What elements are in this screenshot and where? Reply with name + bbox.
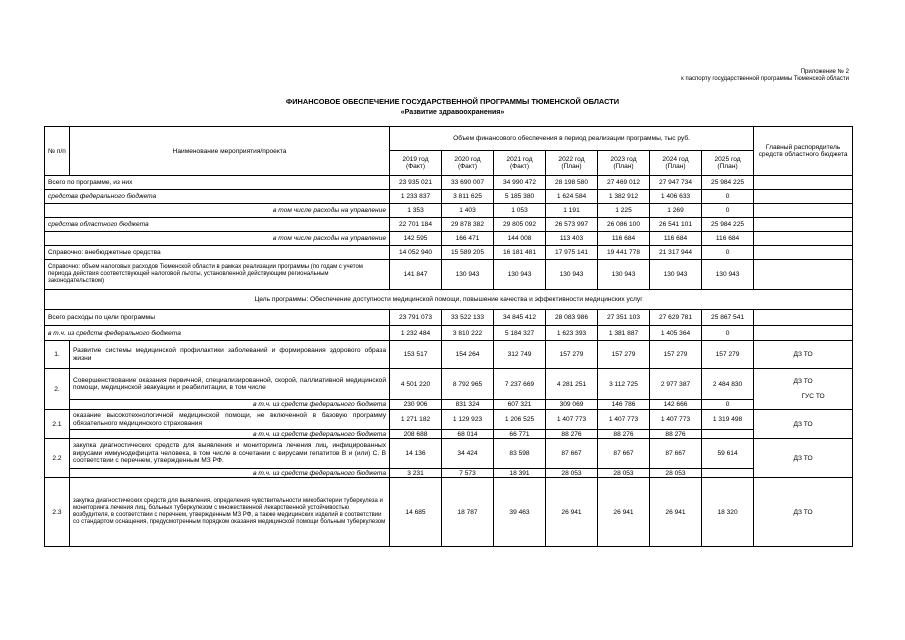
summary-label: средства федерального бюджета: [45, 190, 390, 204]
item-row: [45, 341, 853, 369]
value-cell: 2 484 830: [702, 369, 754, 400]
value-cell: 16 181 481: [494, 246, 546, 260]
item-name: закупка диагностических средств для выявления и мониторинга лечения лиц, инфицированных вирусами иммунодефицита человека, в том числе в сочетании с вирусами гепатитов В и (или) С. В соответствии с перечнем, утвержденным МЗ РФ.: [70, 439, 390, 469]
value-cell: 14 685: [390, 478, 442, 547]
manager-cell: [754, 260, 853, 290]
value-cell: 154 264: [442, 341, 494, 369]
value-cell: 19 441 778: [598, 246, 650, 260]
value-cell: 309 069: [546, 400, 598, 410]
value-cell: 142 595: [390, 232, 442, 246]
value-cell: 18 787: [442, 478, 494, 547]
manager-cell: [754, 326, 853, 341]
value-cell: 29 878 382: [442, 218, 494, 232]
value-cell: 0: [702, 246, 754, 260]
value-cell: 157 279: [650, 341, 702, 369]
year-header: 2020 год (Факт): [442, 151, 494, 176]
value-cell: 4 501 220: [390, 369, 442, 400]
manager-cell: [754, 204, 853, 218]
manager-cell: [754, 369, 853, 410]
value-cell: 0: [702, 204, 754, 218]
value-cell: 3 231: [390, 469, 442, 478]
value-cell: 8 792 965: [442, 369, 494, 400]
summary-label: Справочно: внебюджетные средства: [45, 246, 390, 260]
value-cell: 1 129 923: [442, 410, 494, 430]
item-row: [45, 478, 853, 547]
value-cell: 153 517: [390, 341, 442, 369]
value-cell: 146 786: [598, 400, 650, 410]
value-cell: 26 941: [546, 478, 598, 547]
manager-code: ДЗ ТО: [793, 508, 813, 516]
value-cell: 312 749: [494, 341, 546, 369]
manager-cell: [754, 478, 853, 547]
financing-table: [44, 126, 853, 547]
item-number: 2.3: [45, 478, 70, 547]
value-cell: 22 701 184: [390, 218, 442, 232]
value-cell: 1 624 584: [546, 190, 598, 204]
value-cell: 1 405 364: [650, 326, 702, 341]
manager-cell: [754, 232, 853, 246]
value-cell: 33 522 133: [442, 310, 494, 326]
value-cell: 157 279: [702, 341, 754, 369]
value-cell: 1 403: [442, 204, 494, 218]
summary-row: [45, 176, 853, 190]
value-cell: 14 136: [390, 439, 442, 469]
value-cell: 1 206 525: [494, 410, 546, 430]
value-cell: 130 943: [494, 260, 546, 290]
item-federal-row: [45, 400, 853, 410]
value-cell: 27 947 734: [650, 176, 702, 190]
value-cell: 26 941: [598, 478, 650, 547]
summary-label: Всего по программе, из них: [45, 176, 390, 190]
summary-row: [45, 246, 853, 260]
summary-row: [45, 190, 853, 204]
goal-row: Цель программы: Обеспечение доступности медицинской помощи, повышение качества и эффективности медицинских услуг: [45, 290, 853, 310]
value-cell: 1 225: [598, 204, 650, 218]
value-cell: 87 667: [598, 439, 650, 469]
manager-code: ДЗ ТО: [793, 420, 813, 428]
appendix-note: [681, 69, 849, 83]
manager-cell: [754, 310, 853, 326]
value-cell: 26 086 100: [598, 218, 650, 232]
item-name: закупка диагностических средств для выявления, определения чувствительности микобактерии туберкулеза и мониторинга лечения лиц, больных туберкулезом с множественной лекарственной устойчивостью возбудителя, в соответствии с перечнем, утвержденным МЗ РФ, а также медицинских изделий в соответствии со стандартом оснащения, предусмотренным порядком оказания медицинской помощи больным туберкулезом: [70, 478, 390, 547]
value-cell: 0: [702, 326, 754, 341]
document-title: ФИНАНСОВОЕ ОБЕСПЕЧЕНИЕ ГОСУДАРСТВЕННОЙ ПРОГРАММЫ ТЮМЕНСКОЙ ОБЛАСТИ: [285, 97, 620, 106]
value-cell: 1 381 887: [598, 326, 650, 341]
value-cell: 1 191: [546, 204, 598, 218]
value-cell: [702, 469, 754, 478]
value-cell: 5 185 380: [494, 190, 546, 204]
manager-cell: [754, 176, 853, 190]
value-cell: 1 623 393: [546, 326, 598, 341]
value-cell: 4 281 251: [546, 369, 598, 400]
value-cell: 116 684: [598, 232, 650, 246]
value-cell: 14 052 940: [390, 246, 442, 260]
value-cell: 7 573: [442, 469, 494, 478]
item-federal-row: [45, 469, 853, 478]
value-cell: 87 667: [650, 439, 702, 469]
value-cell: 21 317 944: [650, 246, 702, 260]
value-cell: 23 935 021: [390, 176, 442, 190]
value-cell: 0: [702, 400, 754, 410]
value-cell: 34 845 412: [494, 310, 546, 326]
value-cell: 157 279: [546, 341, 598, 369]
manager-cell: [754, 341, 853, 369]
value-cell: 27 469 012: [598, 176, 650, 190]
value-cell: 88 276: [546, 430, 598, 439]
federal-label: в т.ч. из средств федерального бюджета: [70, 400, 390, 410]
value-cell: 1 353: [390, 204, 442, 218]
item-name: оказание высокотехнологичной медицинской помощи, не включенной в базовую программу обязательного медицинского страхования: [70, 410, 390, 430]
value-cell: 26 541 101: [650, 218, 702, 232]
value-cell: 1 319 498: [702, 410, 754, 430]
item-row: [45, 369, 853, 400]
value-cell: 28 198 580: [546, 176, 598, 190]
manager-code: ДЗ ТО: [793, 454, 813, 462]
value-cell: [702, 430, 754, 439]
value-cell: 27 629 781: [650, 310, 702, 326]
summary-row: [45, 232, 853, 246]
year-header: 2023 год (План): [598, 151, 650, 176]
summary-label: средства областного бюджета: [45, 218, 390, 232]
value-cell: 130 943: [702, 260, 754, 290]
manager-code: ДЗ ТО: [793, 351, 813, 358]
value-cell: 25 984 225: [702, 218, 754, 232]
value-cell: 26 573 997: [546, 218, 598, 232]
value-cell: 27 351 103: [598, 310, 650, 326]
value-cell: 5 184 327: [494, 326, 546, 341]
value-cell: 3 810 222: [442, 326, 494, 341]
value-cell: 831 324: [442, 400, 494, 410]
item-federal-row: [45, 430, 853, 439]
value-cell: 28 053: [546, 469, 598, 478]
value-cell: 1 407 773: [650, 410, 702, 430]
value-cell: 607 321: [494, 400, 546, 410]
value-cell: 88 276: [598, 430, 650, 439]
value-cell: 1 406 633: [650, 190, 702, 204]
year-header: 2021 год (Факт): [494, 151, 546, 176]
value-cell: 29 805 092: [494, 218, 546, 232]
value-cell: 1 269: [650, 204, 702, 218]
item-number: 2.2: [45, 439, 70, 478]
goal-label: Всего расходы по цели программы: [45, 310, 390, 326]
value-cell: 113 403: [546, 232, 598, 246]
value-cell: 33 690 007: [442, 176, 494, 190]
value-cell: 230 906: [390, 400, 442, 410]
value-cell: 157 279: [598, 341, 650, 369]
value-cell: 3 811 625: [442, 190, 494, 204]
value-cell: 1 271 182: [390, 410, 442, 430]
value-cell: 208 688: [390, 430, 442, 439]
summary-row: [45, 204, 853, 218]
summary-label: Справочно: объем налоговых расходов Тюменской области в рамках реализации программы (по годам с учетом периода действия соответствующей налоговой льготы, установленной действующим региональным законодательством): [45, 260, 390, 290]
item-name: Совершенствование оказания первичной, специализированной, скорой, паллиативной медицинской помощи, медицинской эвакуации и реабилитации, в том числе: [70, 369, 390, 400]
manager-cell: [754, 439, 853, 478]
value-cell: 87 667: [546, 439, 598, 469]
value-cell: 116 684: [702, 232, 754, 246]
year-header: 2025 год (План): [702, 151, 754, 176]
manager-cell: [754, 246, 853, 260]
document-subtitle: «Развитие здравоохранения»: [400, 109, 505, 116]
manager-code: ДЗ ТО: [793, 378, 813, 385]
year-header: 2024 год (План): [650, 151, 702, 176]
value-cell: 25 867 541: [702, 310, 754, 326]
value-cell: 17 975 141: [546, 246, 598, 260]
value-cell: 1 232 484: [390, 326, 442, 341]
year-header: 2019 год (Факт): [390, 151, 442, 176]
item-row: [45, 439, 853, 469]
value-cell: 88 276: [650, 430, 702, 439]
value-cell: 1 407 773: [546, 410, 598, 430]
goal-label: в т.ч. из средств федерального бюджета: [45, 326, 390, 341]
value-cell: 141 847: [390, 260, 442, 290]
value-cell: 28 083 986: [546, 310, 598, 326]
value-cell: 0: [702, 190, 754, 204]
value-cell: 130 943: [650, 260, 702, 290]
header-num: № п/п: [45, 127, 70, 176]
goal-total-row: [45, 310, 853, 326]
value-cell: 7 237 669: [494, 369, 546, 400]
value-cell: 18 320: [702, 478, 754, 547]
appendix-line-2: к паспорту государственной программы Тюменской области: [681, 76, 849, 82]
item-name: Развитие системы медицинской профилактики заболеваний и формирования здорового образа жизни: [70, 341, 390, 369]
value-cell: 28 053: [598, 469, 650, 478]
value-cell: 142 666: [650, 400, 702, 410]
summary-row: [45, 218, 853, 232]
value-cell: 3 112 725: [598, 369, 650, 400]
value-cell: 2 977 387: [650, 369, 702, 400]
manager-code: ГУС ТО: [801, 393, 825, 400]
value-cell: 1 053: [494, 204, 546, 218]
value-cell: 130 943: [546, 260, 598, 290]
manager-cell: [754, 218, 853, 232]
federal-label: в т.ч. из средств федерального бюджета: [70, 469, 390, 478]
federal-label: в т.ч. из средств федерального бюджета: [70, 430, 390, 439]
manager-cell: [754, 410, 853, 439]
value-cell: 34 990 472: [494, 176, 546, 190]
year-header: 2022 год (План): [546, 151, 598, 176]
header-volume: Объем финансового обеспечения в период реализации программы, тыс руб.: [390, 127, 754, 151]
value-cell: 130 943: [442, 260, 494, 290]
appendix-line-1: Приложение № 2: [800, 69, 849, 75]
value-cell: 1 407 773: [598, 410, 650, 430]
goal-total-row: [45, 326, 853, 341]
value-cell: 83 598: [494, 439, 546, 469]
value-cell: 116 684: [650, 232, 702, 246]
value-cell: 130 943: [598, 260, 650, 290]
value-cell: 1 382 912: [598, 190, 650, 204]
item-number: 2.1: [45, 410, 70, 439]
header-manager: Главный распорядитель средств областного бюджета: [754, 127, 853, 176]
item-number: 1.: [45, 341, 70, 369]
item-row: [45, 410, 853, 430]
value-cell: 39 463: [494, 478, 546, 547]
item-number: 2.: [45, 369, 70, 410]
value-cell: 15 589 205: [442, 246, 494, 260]
value-cell: 66 771: [494, 430, 546, 439]
value-cell: 144 008: [494, 232, 546, 246]
value-cell: 23 791 073: [390, 310, 442, 326]
value-cell: 1 233 837: [390, 190, 442, 204]
value-cell: 34 424: [442, 439, 494, 469]
header-name: Наименование мероприятия/проекта: [70, 127, 390, 176]
value-cell: 25 984 225: [702, 176, 754, 190]
value-cell: 166 471: [442, 232, 494, 246]
value-cell: 18 391: [494, 469, 546, 478]
manager-cell: [754, 190, 853, 204]
value-cell: 28 053: [650, 469, 702, 478]
summary-label: в том числе расходы на управление: [45, 204, 390, 218]
value-cell: 59 614: [702, 439, 754, 469]
summary-label: в том числе расходы на управление: [45, 232, 390, 246]
summary-row: [45, 260, 853, 290]
value-cell: 26 941: [650, 478, 702, 547]
value-cell: 68 014: [442, 430, 494, 439]
